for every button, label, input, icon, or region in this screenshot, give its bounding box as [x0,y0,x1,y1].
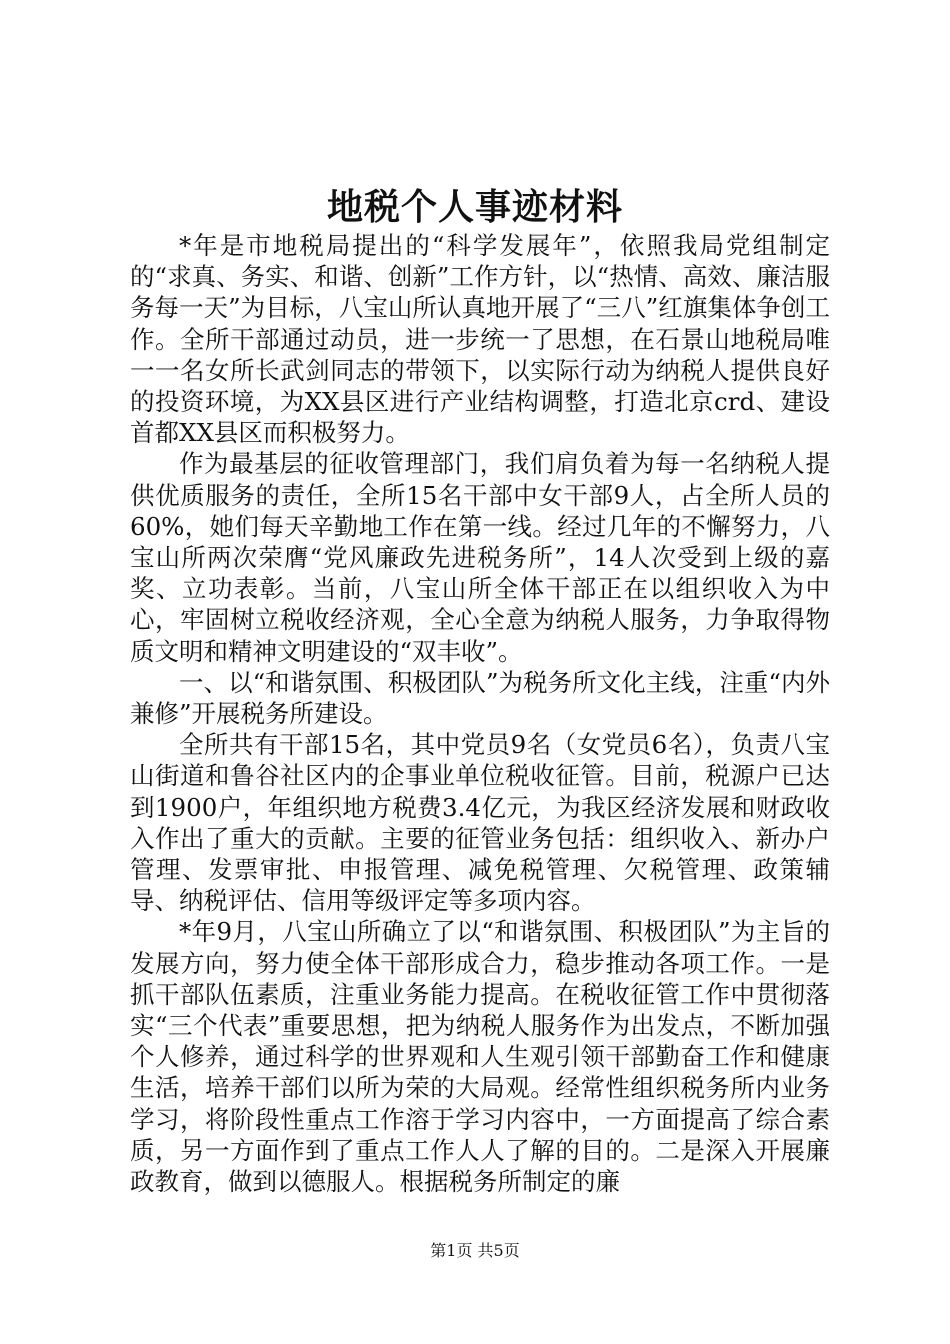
document-title: 地税个人事迹材料 [326,186,623,228]
paragraph-5: *年9月，八宝山所确立了以“和谐氛围、积极团队”为主旨的发展方向，努力使全体干部形成合力，稳步推动各项工作。一是抓干部队伍素质，注重业务能力提高。在税收征管工作中贯彻落实“三个代表”重要思想，把为纳税人服务作为出发点，不断加强个人修养，通过科学的世界观和人生观引领干部勤奋工作和健康生活，培养干部们以所为荣的大局观。经常性组织税务所内业务学习，将阶段性重点工作溶于学习内容中，一方面提高了综合素质，另一方面作到了重点工作人人了解的目的。二是深入开展廉政教育，做到以德服人。根据税务所制定的廉 [130,917,830,1197]
paragraph-4: 全所共有干部15名，其中党员9名（女党员6名），负责八宝山街道和鲁谷社区内的企事业单位税收征管。目前，税源户已达到1900户，年组织地方税费3.4亿元，为我区经济发展和财政收入作出了重大的贡献。主要的征管业务包括：组织收入、新办户管理、发票审批、申报管理、减免税管理、欠税管理、政策辅导、纳税评估、信用等级评定等多项内容。 [130,730,830,916]
paragraph-1: *年是市地税局提出的“科学发展年”，依照我局党组制定的“求真、务实、和谐、创新”工作方针，以“热情、高效、廉洁服务每一天”为目标，八宝山所认真地开展了“三八”红旗集体争创工作。全所干部通过动员，进一步统一了思想，在石景山地税局唯一一名女所长武剑同志的带领下，以实际行动为纳税人提供良好的投资环境，为XX县区进行产业结构调整，打造北京crd、建设首都XX县区而积极努力。 [130,231,830,448]
paragraph-3-heading: 一、以“和谐氛围、积极团队”为税务所文化主线，注重“内外兼修”开展税务所建设。 [130,667,830,729]
page-number-footer: 第1页 共5页 [430,1241,520,1260]
paragraph-2: 作为最基层的征收管理部门，我们肩负着为每一名纳税人提供优质服务的责任，全所15名干部中女干部9人，占全所人员的60%，她们每天辛勤地工作在第一线。经过几年的不懈努力，八宝山所两次荣膺“党风廉政先进税务所”，14人次受到上级的嘉奖、立功表彰。当前，八宝山所全体干部正在以组织收入为中心，牢固树立税收经济观，全心全意为纳税人服务，力争取得物质文明和精神文明建设的“双丰收”。 [130,449,830,666]
document-body [130,230,830,1197]
